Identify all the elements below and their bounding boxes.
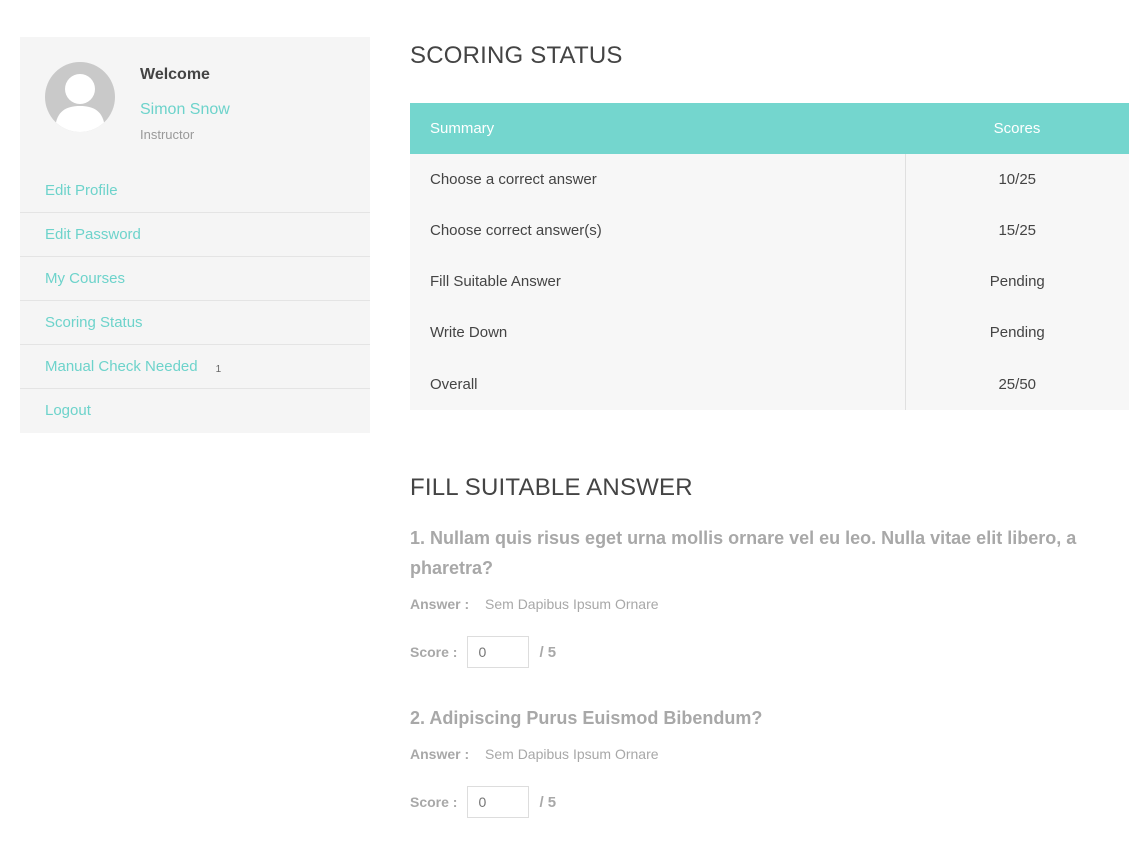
table-row (410, 154, 1129, 205)
table-row (410, 307, 1129, 358)
sidebar-item-label[interactable]: Logout (45, 402, 91, 419)
row-score: 10/25 (905, 154, 1129, 205)
scoring-table (410, 103, 1129, 410)
table-row (410, 358, 1129, 410)
score-label: Score : (410, 644, 458, 660)
row-score: 15/25 (905, 205, 1129, 256)
score-input[interactable] (467, 786, 529, 818)
answer-row (410, 746, 659, 762)
row-summary: Write Down (410, 307, 905, 358)
answer-value: Sem Dapibus Ipsum Ornare (485, 596, 659, 612)
sidebar-menu (20, 169, 370, 433)
question-text: 2. Adipiscing Purus Euismod Bibendum? (410, 708, 763, 728)
sidebar-item-my-courses[interactable] (20, 257, 370, 301)
sidebar-item-label[interactable]: Edit Password (45, 226, 141, 243)
table-row (410, 205, 1129, 256)
question-text: 1. Nullam quis risus eget urna mollis ornare vel eu leo. Nulla vitae elit libero, a pharetra? (410, 528, 1077, 578)
sidebar-item-edit-password[interactable] (20, 213, 370, 257)
score-input[interactable] (467, 636, 529, 668)
answer-label: Answer : (410, 746, 470, 762)
row-score: Pending (905, 256, 1129, 307)
sidebar-item-label[interactable]: Edit Profile (45, 182, 118, 199)
sidebar-item-scoring-status[interactable] (20, 301, 370, 345)
table-header-row (410, 103, 1129, 154)
manual-check-count-badge: 1 (215, 364, 222, 375)
user-avatar-icon (45, 62, 115, 132)
profile-sidebar (20, 37, 370, 433)
row-summary: Choose a correct answer (410, 154, 905, 205)
answer-row (410, 596, 659, 612)
profile-card (20, 37, 370, 169)
score-max: / 5 (539, 793, 557, 811)
answer-value: Sem Dapibus Ipsum Ornare (485, 746, 659, 762)
row-score: 25/50 (905, 358, 1129, 410)
user-name-link[interactable]: Simon Snow (140, 101, 230, 118)
welcome-label: Welcome (140, 66, 210, 83)
scoring-status-title: SCORING STATUS (410, 42, 623, 69)
sidebar-item-edit-profile[interactable] (20, 169, 370, 213)
sidebar-item-manual-check[interactable] (20, 345, 370, 389)
row-summary: Fill Suitable Answer (410, 256, 905, 307)
sidebar-item-label[interactable]: Scoring Status (45, 314, 143, 331)
score-row (410, 786, 556, 818)
sidebar-item-logout[interactable] (20, 389, 370, 433)
table-row (410, 256, 1129, 307)
score-label: Score : (410, 794, 458, 810)
row-summary: Overall (410, 358, 905, 410)
score-row (410, 636, 556, 668)
score-max: / 5 (539, 643, 557, 661)
sidebar-item-label[interactable]: Manual Check Needed (45, 358, 198, 375)
answer-label: Answer : (410, 596, 470, 612)
summary-header: Summary (410, 103, 905, 154)
sidebar-item-label[interactable]: My Courses (45, 270, 126, 287)
row-summary: Choose correct answer(s) (410, 205, 905, 256)
fill-suitable-answer-title: FILL SUITABLE ANSWER (410, 474, 693, 501)
user-role: Instructor (140, 127, 195, 142)
scores-header: Scores (905, 103, 1129, 154)
row-score: Pending (905, 307, 1129, 358)
